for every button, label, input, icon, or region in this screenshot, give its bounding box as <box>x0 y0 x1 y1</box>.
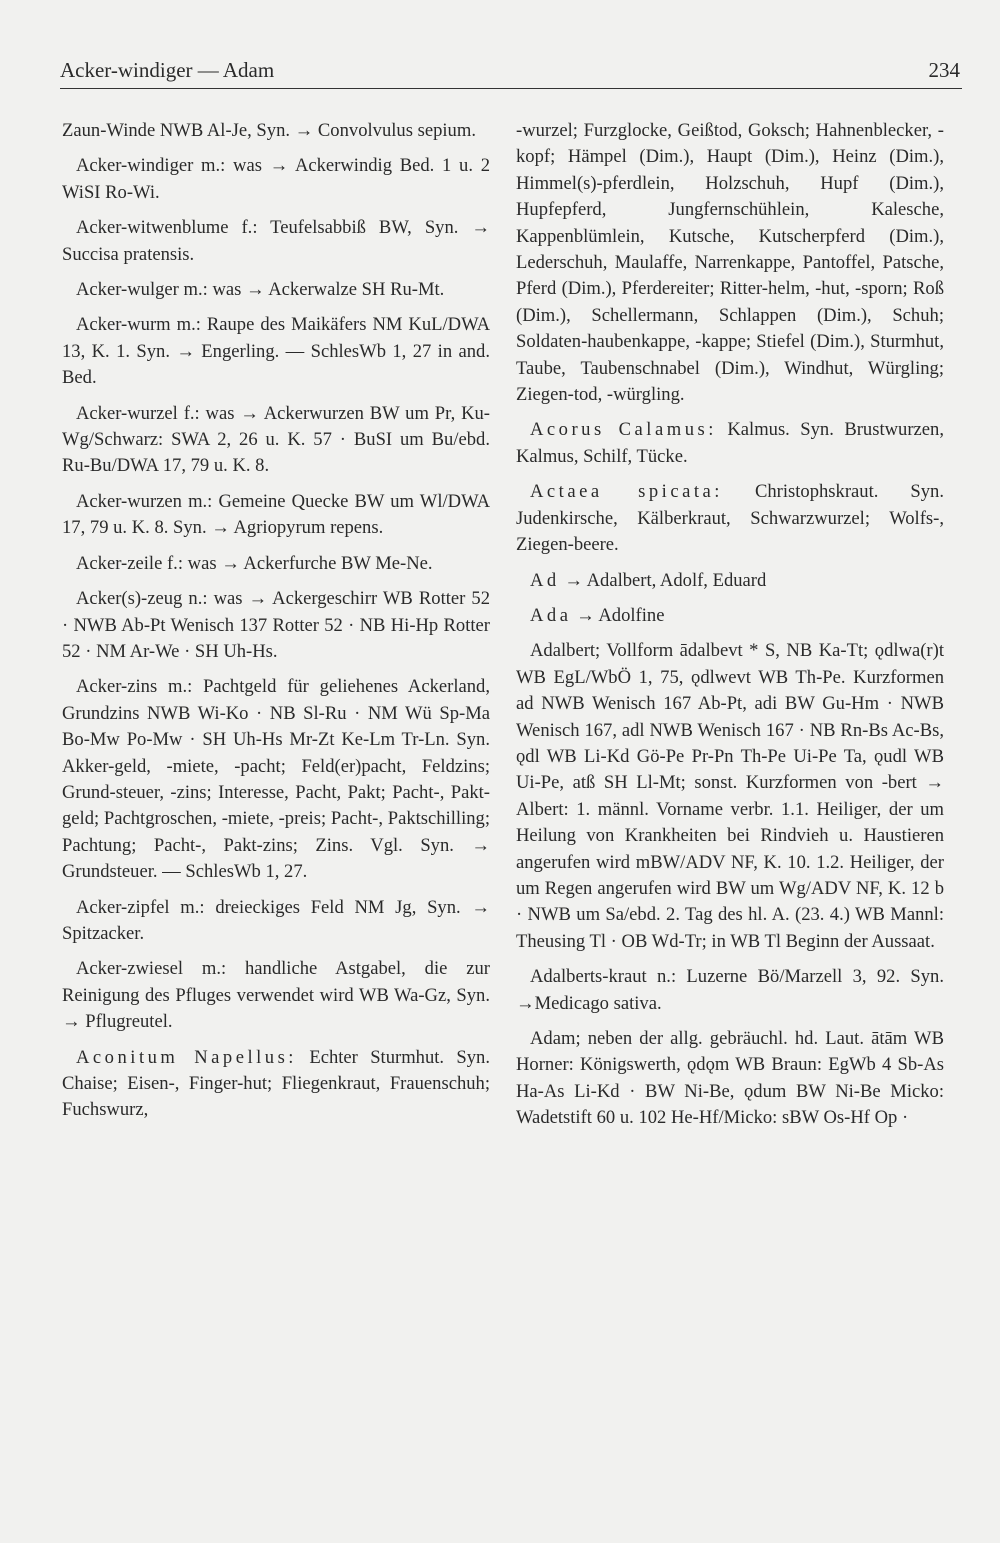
dictionary-entry: Acker-windiger m.: was → Ackerwindig Bed. 1 u. 2 WiSI Ro-Wi. <box>62 155 490 203</box>
dictionary-entry: -wurzel; Furzglocke, Geißtod, Goksch; Hahnenblecker, -kopf; Hämpel (Dim.), Haupt (Dim.), Heinz (Dim.), Himmel(s)-pferdlein, Holzschuh, Hupf (Dim.), Hupfepferd, Jungfernschühlein, Kalesche, Kappenblümlein, Kutsche, Kutscherpferd (Dim.), Lederschuh, Maulaffe, Narrenkappe, Pantoffel, Patsche, Pferd (Dim.), Pferdereiter; Ritter-helm, -hut, -sporn; Roß (Dim.), Schellermann, Schlappen (Dim.), Schuh; Soldaten-haubenkappe, -kappe; Stiefel (Dim.), Sturmhut, Taube, Taubenschnabel (Dim.), Windhut, Würgling; Ziegen-tod, -würgling. <box>516 120 944 406</box>
headword: Acker-zipfel <box>76 896 170 918</box>
headword: Adalberts-kraut <box>530 966 647 988</box>
headword: Acker-wurzel <box>76 402 178 424</box>
headword: Adalbert; <box>530 640 601 662</box>
headword: Adam; <box>530 1028 581 1049</box>
dictionary-entry: Aconitum Napellus: Echter Sturmhut. Syn. Chaise; Eisen-, Finger-hut; Fliegenkraut, Frauenschuh; Fuchswurz, <box>62 1046 490 1121</box>
dictionary-entry: Acker-zipfel m.: dreieckiges Feld NM Jg, Syn. → Spitzacker. <box>62 896 490 944</box>
headword: Actaea spicata: <box>530 481 723 503</box>
headword: Acker-wurzen <box>76 490 182 512</box>
dictionary-entry: Acker-zwiesel m.: handliche Astgabel, die zur Reinigung des Pfluges verwendet wird WB Wa-Gz, Syn. → Pflugreutel. <box>62 958 490 1033</box>
dictionary-entry: Acker(s)-zeug n.: was → Ackergeschirr WB Rotter 52 · NWB Ab-Pt Wenisch 137 Rotter 52 · NB Hi-Hp Rotter 52 · NM Ar-We · SH Uh-Hs. <box>62 588 490 662</box>
headword: Acker-wurm <box>76 314 171 336</box>
headword: Acker-zwiesel <box>76 958 183 980</box>
dictionary-entry: Acker-zins m.: Pachtgeld für geliehenes Ackerland, Grundzins NWB Wi-Ko · NB Sl-Ru · NM Wü Sp-Ma Bo-Mw Po-Mw · SH Uh-Hs Mr-Zt Ke-Lm Tr-Ln. Syn. Akker-geld, -miete, -pacht; Feld(er)pacht, Feldzins; Grund-steuer, -zins; Interesse, Pacht, Pakt; Pacht-, Pakt-geld; Pachtgroschen, -miete, -preis; Pacht-, Paktschilling; Pachtung; Pacht-, Pakt-zins; Zins. Vgl. Syn. → Grundsteuer. — SchlesWb 1, 27. <box>62 676 490 883</box>
running-header <box>60 56 962 89</box>
dictionary-entry: Adalberts-kraut n.: Luzerne Bö/Marzell 3, 92. Syn. →Medicago sativa. <box>516 966 944 1014</box>
dictionary-entry: Ada → Adolfine <box>530 604 665 626</box>
headword: Acker-windiger <box>76 155 194 177</box>
dictionary-entry: Acker-witwenblume f.: Teufelsabbiß BW, Syn. → Succisa pratensis. <box>62 217 490 265</box>
headword: Acker(s)-zeug <box>76 588 183 610</box>
dictionary-entry: Actaea spicata: Christophskraut. Syn. Judenkirsche, Kälberkraut, Schwarzwurzel; Wolfs-, Ziegen-beere. <box>516 481 944 556</box>
dictionary-entry: Acorus Calamus: Kalmus. Syn. Brustwurzen, Kalmus, Schilf, Tücke. <box>516 419 944 467</box>
page-number: 234 <box>928 58 960 82</box>
dictionary-entry: Acker-wurzen m.: Gemeine Quecke BW um Wl/DWA 17, 79 u. K. 8. Syn. → Agriopyrum repens. <box>62 490 490 539</box>
dictionary-entry: Acker-wurzel f.: was → Ackerwurzen BW um Pr, Ku-Wg/Schwarz: SWA 2, 26 u. K. 57 · BuSI um Bu/ebd. Ru-Bu/DWA 17, 79 u. K. 8. <box>62 402 490 477</box>
dictionary-entry: Ad → Adalbert, Adolf, Eduard <box>530 569 767 591</box>
headword: Acorus Calamus: <box>530 419 717 441</box>
headword: Acker-wulger <box>76 279 179 301</box>
dictionary-entry: Adalbert; Vollform ādalbevt * S, NB Ka-Tt; ǫdlwa(r)t WB EgL/WbÖ 1, 75, ǫdlwevt WB Th-Pe. Kurzformen ad NWB Wenisch 167 Ab-Pt, adi BW Gu-Hm · NWB Wenisch 167, adl NWB Wenisch 167 · NB Rn-Bs Ac-Bs, ǫdl WB Li-Kd Gö-Pe Pr-Pn Th-Pe Ui-Pe Ta, ǫudl WB Ui-Pe, atß SH Ll-Mt; sonst. Kurzformen von -bert → Albert: 1. männl. Vorname verbr. 1.1. Heiliger, der um Heilung von Krankheiten bei Rindvieh u. Haustieren angerufen wird mBW/ADV NF, K. 10. 1.2. Heiliger, der um Regen angerufen wird BW um Wg/ADV NF, K. 12 b · NWB um Sa/ebd. 2. Tag des hl. A. (23. 4.) WB Mannl: Theusing Tl · OB Wd-Tr; in WB Tl Beginn der Aussaat. <box>516 640 944 952</box>
headword: Acker-zeile <box>76 552 163 574</box>
headword: Aconitum Napellus: <box>76 1046 297 1068</box>
dictionary-entry: Acker-zeile f.: was → Ackerfurche BW Me-Ne. <box>76 552 433 574</box>
dictionary-entry: Zaun-Winde NWB Al-Je, Syn. → Convolvulus sepium. <box>62 120 476 141</box>
left-column <box>62 118 490 1133</box>
headword: Ada <box>530 604 572 626</box>
dictionary-entry: Acker-wurm m.: Raupe des Maikäfers NM KuL/DWA 13, K. 1. Syn. → Engerling. — SchlesWb 1, 27 in and. Bed. <box>62 314 490 389</box>
dictionary-entry: Acker-wulger m.: was → Ackerwalze SH Ru-Mt. <box>76 279 445 301</box>
headword: Acker-witwenblume <box>76 217 229 239</box>
right-column <box>516 118 944 1141</box>
header-title: Acker-windiger — Adam <box>60 58 275 82</box>
headword: Acker-zins <box>76 676 158 698</box>
dictionary-entry: Adam; neben der allg. gebräuchl. hd. Laut. ātām WB Horner: Königswerth, ǫdǫm WB Braun: EgWb 4 Sb-As Ha-As Li-Kd · BW Ni-Be, ǫdum BW Ni-Be Micko: Wadetstift 60 u. 102 He-Hf/Micko: sBW Os-Hf Op · <box>516 1028 944 1129</box>
headword: Ad <box>530 569 560 591</box>
